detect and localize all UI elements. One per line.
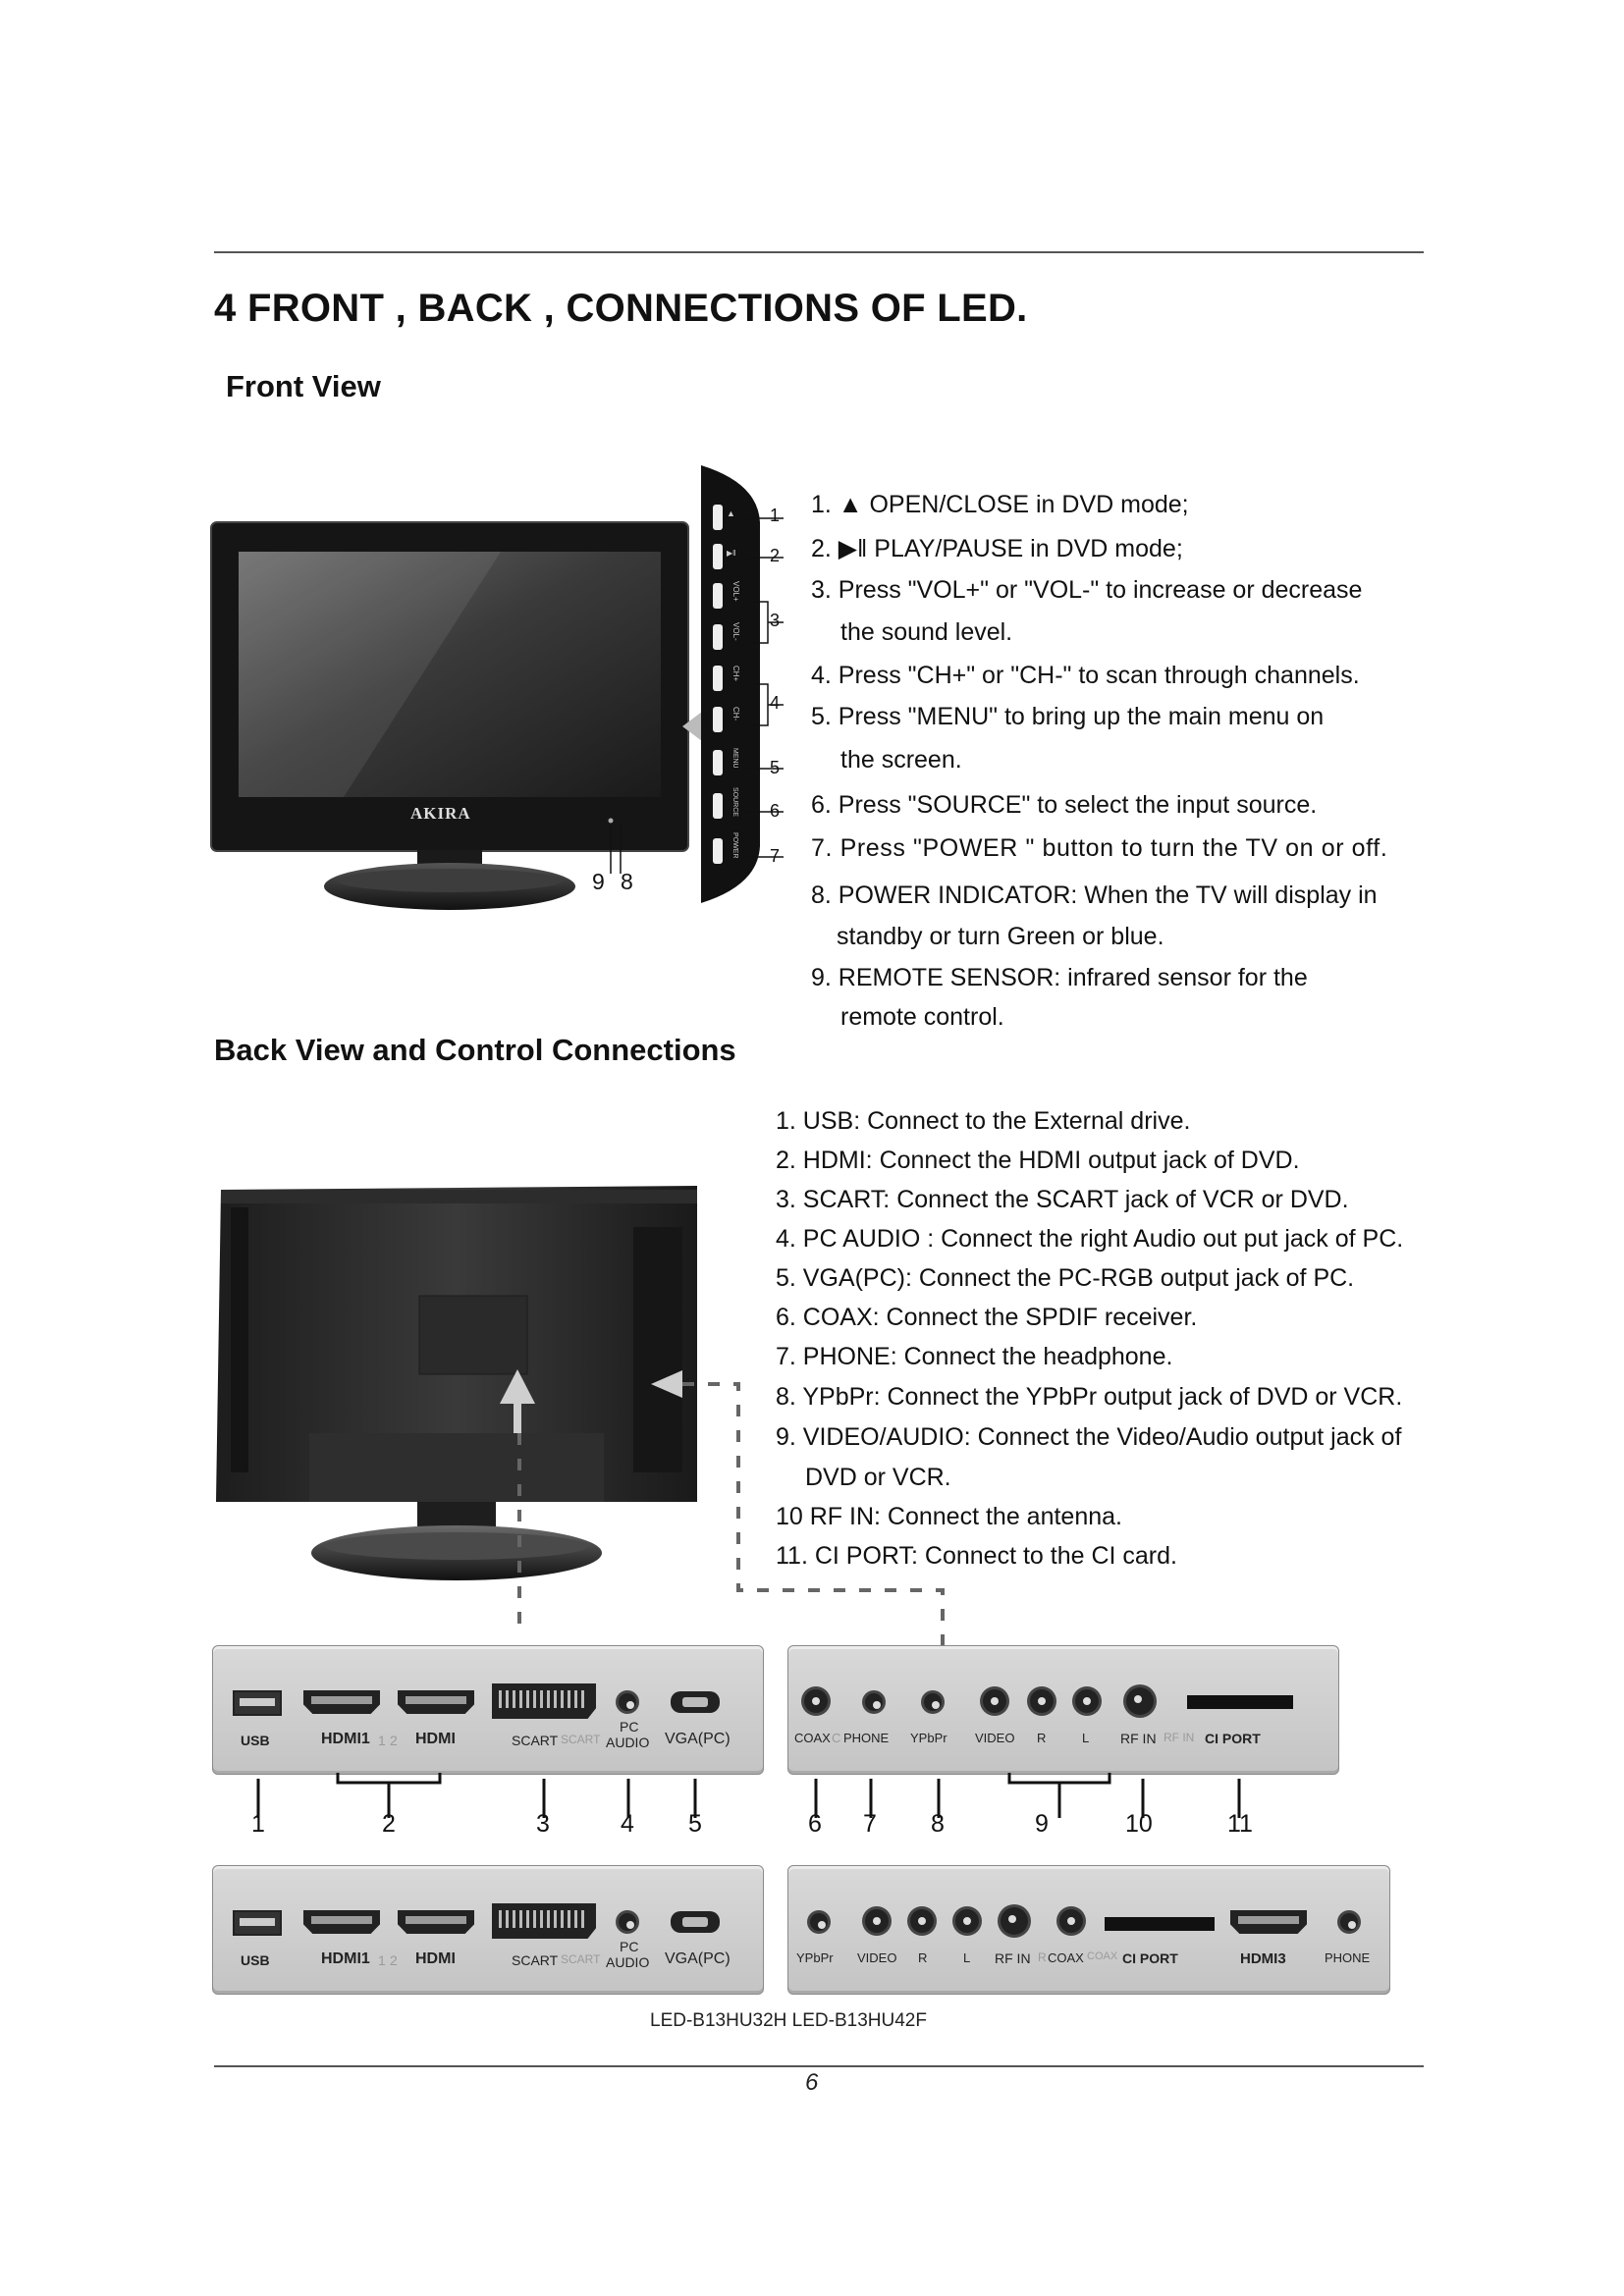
audio-label-b: AUDIO (606, 1954, 650, 1970)
vga-port-b[interactable] (671, 1911, 720, 1933)
side-callout-1: 1 (770, 506, 781, 525)
audio-r-port-b[interactable] (910, 1909, 934, 1933)
top-rule (214, 251, 1424, 253)
hdmi-sep-1: 1 (378, 1733, 386, 1748)
panel-num-7: 7 (863, 1810, 877, 1838)
hdmi2-port-b[interactable] (398, 1910, 474, 1934)
hdmi1-label: HDMI1 (321, 1731, 370, 1747)
side-callout-7: 7 (770, 846, 781, 866)
phone-label-b: PHONE (1325, 1950, 1371, 1965)
coax-ghost-label: C (832, 1731, 841, 1745)
hdmi2-label-b: HDMI (415, 1950, 456, 1967)
hdmi-sep-2-b: 2 (390, 1952, 398, 1968)
hdmi1-port-b[interactable] (303, 1910, 380, 1934)
callout-8: 8 (621, 869, 633, 894)
back-item-2: 2. HDMI: Connect the HDMI output jack of DVD. (776, 1147, 1300, 1174)
video-label-b: VIDEO (857, 1950, 897, 1965)
connector-panel-bottom-right (787, 1865, 1390, 1995)
bottom-rule (214, 2065, 1424, 2067)
scart-port-b[interactable] (492, 1903, 596, 1939)
usb-port-b[interactable] (233, 1910, 282, 1936)
hdmi2-label: HDMI (415, 1731, 456, 1747)
scart-label: SCART (512, 1733, 559, 1748)
side-callout-5: 5 (770, 758, 781, 777)
back-item-1: 1. USB: Connect to the External drive. (776, 1107, 1191, 1135)
pc-label-b: PC (620, 1939, 639, 1954)
ci-port-slot[interactable] (1187, 1695, 1293, 1709)
hdmi-sep-2: 2 (390, 1733, 398, 1748)
r-label-b: R (918, 1950, 928, 1965)
panel-num-10: 10 (1125, 1810, 1153, 1838)
connector-panel-top-right (787, 1645, 1339, 1775)
pc-label: PC (620, 1719, 639, 1735)
scart-ghost-label: SCART (561, 1733, 601, 1746)
rf-in-label-b: RF IN (995, 1950, 1031, 1966)
ch-plus-button[interactable] (713, 666, 740, 691)
rf-in-label: RF IN (1120, 1731, 1157, 1746)
menu-button[interactable] (713, 748, 738, 775)
coax-ghost-label-b: COAX (1087, 1950, 1118, 1962)
back-view-heading: Back View and Control Connections (214, 1033, 736, 1067)
video-label: VIDEO (975, 1731, 1015, 1745)
back-item-4: 4. PC AUDIO : Connect the right Audio out put jack of PC. (776, 1225, 1404, 1253)
l-label-b: L (963, 1950, 971, 1965)
back-item-9-cont: DVD or VCR. (805, 1464, 951, 1491)
tv-brand-logo: AKIRA (410, 804, 471, 823)
page-number: 6 (805, 2069, 819, 2096)
ch-minus-label: CH- (731, 707, 740, 721)
front-item-4: 4. Press "CH+" or "CH-" to scan through channels. (811, 662, 1360, 689)
vol-minus-label: VOL- (731, 622, 740, 641)
audio-label: AUDIO (606, 1735, 650, 1750)
hdmi2-port[interactable] (398, 1690, 474, 1714)
source-button[interactable] (713, 787, 738, 819)
front-item-2: 2. ▶‖ PLAY/PAUSE in DVD mode; (811, 535, 1183, 562)
source-label: SOURCE (731, 787, 738, 817)
back-item-8: 8. YPbPr: Connect the YPbPr output jack of DVD or VCR. (776, 1383, 1403, 1411)
coax-label: COAX (794, 1731, 831, 1745)
ci-port-slot-b[interactable] (1105, 1917, 1215, 1931)
back-item-5: 5. VGA(PC): Connect the PC-RGB output jack of PC. (776, 1264, 1355, 1292)
side-callout-6: 6 (770, 801, 781, 821)
hdmi-sep-1-b: 1 (378, 1952, 386, 1968)
panel-num-1: 1 (251, 1810, 265, 1838)
audio-l-port-b[interactable] (955, 1909, 979, 1933)
menu-label: MENU (731, 748, 738, 769)
panel-num-6: 6 (808, 1810, 822, 1838)
panel-num-11: 11 (1227, 1810, 1253, 1838)
phone-port-b[interactable] (1340, 1913, 1358, 1931)
rf-in-ghost-label-b: R (1038, 1950, 1047, 1964)
scart-ghost-label-b: SCART (561, 1952, 601, 1966)
usb-label-b: USB (241, 1952, 270, 1968)
video-port[interactable] (983, 1689, 1006, 1713)
panel-num-5: 5 (688, 1810, 702, 1838)
page-title: 4 FRONT , BACK , CONNECTIONS OF LED. (214, 287, 1028, 330)
vol-plus-button[interactable] (713, 581, 740, 609)
callout-9: 9 (592, 869, 605, 894)
front-view-heading: Front View (226, 369, 381, 403)
usb-label: USB (241, 1733, 270, 1748)
back-item-3: 3. SCART: Connect the SCART jack of VCR or DVD. (776, 1186, 1349, 1213)
hdmi3-label: HDMI3 (1240, 1950, 1286, 1967)
l-label: L (1082, 1731, 1090, 1745)
model-numbers: LED-B13HU32H LED-B13HU42F (650, 2010, 927, 2031)
back-item-10: 10 RF IN: Connect the antenna. (776, 1503, 1122, 1530)
side-callout-2: 2 (770, 546, 781, 565)
ch-plus-label: CH+ (731, 666, 740, 682)
video-port-b[interactable] (865, 1909, 889, 1933)
hdmi1-label-b: HDMI1 (321, 1950, 370, 1967)
ci-port-label: CI PORT (1205, 1731, 1261, 1746)
hdmi3-port[interactable] (1230, 1910, 1307, 1934)
power-label: POWER (731, 832, 738, 859)
side-callout-4: 4 (770, 693, 781, 713)
scart-label-b: SCART (512, 1952, 559, 1968)
front-item-3: 3. Press "VOL+" or "VOL-" to increase or decrease (811, 576, 1363, 604)
pc-audio-port-b[interactable] (619, 1913, 636, 1931)
panel-num-3: 3 (536, 1810, 550, 1838)
ypbpr-port-b[interactable] (810, 1913, 828, 1931)
eject-button[interactable] (713, 505, 735, 530)
back-item-9: 9. VIDEO/AUDIO: Connect the Video/Audio output jack of (776, 1423, 1402, 1451)
vol-plus-label: VOL+ (731, 581, 740, 602)
ci-port-label-b: CI PORT (1122, 1950, 1178, 1966)
front-item-9-cont: remote control. (840, 1003, 1004, 1031)
usb-port[interactable] (233, 1690, 282, 1716)
audio-r-port[interactable] (1030, 1689, 1054, 1713)
connector-panel-top-left (212, 1645, 764, 1775)
phone-label: PHONE (843, 1731, 890, 1745)
front-item-1: 1. ▲ OPEN/CLOSE in DVD mode; (811, 491, 1189, 518)
rf-in-ghost-label: RF IN (1164, 1731, 1195, 1744)
rf-in-port-b[interactable] (1001, 1907, 1028, 1935)
front-item-5-cont: the screen. (840, 746, 962, 774)
front-item-6: 6. Press "SOURCE" to select the input source. (811, 791, 1318, 819)
ypbpr-label: YPbPr (910, 1731, 947, 1745)
ypbpr-label-b: YPbPr (796, 1950, 834, 1965)
r-label: R (1037, 1731, 1047, 1745)
scart-port[interactable] (492, 1683, 596, 1719)
back-item-7: 7. PHONE: Connect the headphone. (776, 1343, 1173, 1370)
power-button[interactable] (713, 832, 738, 864)
vga-label: VGA(PC) (665, 1731, 731, 1747)
coax-port-b[interactable] (1059, 1909, 1083, 1933)
side-callout-3: 3 (770, 611, 781, 630)
panel-num-8: 8 (931, 1810, 945, 1838)
audio-l-port[interactable] (1075, 1689, 1099, 1713)
front-item-5: 5. Press "MENU" to bring up the main menu on (811, 703, 1325, 730)
panel-num-4: 4 (621, 1810, 634, 1838)
back-item-6: 6. COAX: Connect the SPDIF receiver. (776, 1304, 1198, 1331)
ch-minus-button[interactable] (713, 707, 740, 732)
vga-label-b: VGA(PC) (665, 1950, 731, 1967)
coax-label-b: COAX (1048, 1950, 1084, 1965)
front-item-8: 8. POWER INDICATOR: When the TV will display in (811, 881, 1378, 909)
ypbpr-port[interactable] (924, 1693, 942, 1711)
connector-panel-bottom-left (212, 1865, 764, 1995)
hdmi1-port[interactable] (303, 1690, 380, 1714)
rf-in-port[interactable] (1126, 1687, 1154, 1715)
side-buttons (713, 505, 742, 878)
eject-icon: ▲ (727, 508, 735, 518)
front-item-3-cont: the sound level. (840, 618, 1013, 646)
front-item-9: 9. REMOTE SENSOR: infrared sensor for the (811, 964, 1308, 991)
front-item-7: 7. Press "POWER " button to turn the TV on or off. (811, 834, 1388, 862)
play-pause-icon: ▶‖ (727, 549, 736, 558)
pc-audio-port[interactable] (619, 1693, 636, 1711)
play-pause-button[interactable] (713, 544, 736, 569)
front-item-8-cont: standby or turn Green or blue. (837, 923, 1164, 950)
vga-port[interactable] (671, 1691, 720, 1713)
phone-port[interactable] (865, 1693, 883, 1711)
panel-num-2: 2 (382, 1810, 396, 1838)
vol-minus-button[interactable] (713, 622, 740, 650)
panel-num-9: 9 (1035, 1810, 1049, 1838)
back-item-11: 11. CI PORT: Connect to the CI card. (776, 1542, 1177, 1570)
coax-port[interactable] (804, 1689, 828, 1713)
